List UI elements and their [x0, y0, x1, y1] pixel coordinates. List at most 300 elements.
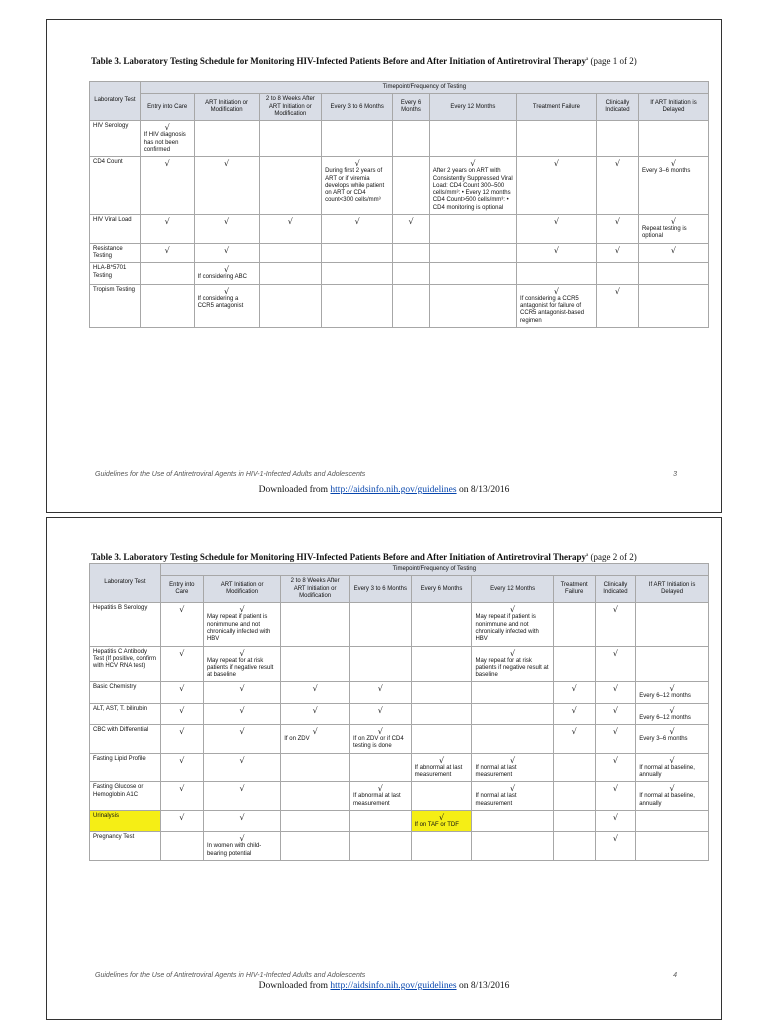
table-cell [203, 725, 280, 754]
column-header: If ART Initiation is Delayed [636, 576, 709, 603]
table-cell [596, 215, 638, 244]
table-cell [140, 284, 194, 327]
lab-testing-schedule-table [89, 81, 709, 328]
table-cell [411, 753, 472, 782]
check-mark: √ [408, 217, 414, 227]
check-mark: √ [614, 286, 620, 296]
table-cell [411, 682, 472, 703]
table-cell [595, 682, 636, 703]
row-label: Tropism Testing [90, 284, 141, 327]
check-mark: √ [312, 705, 318, 715]
cell-note: Repeat testing is optional [641, 226, 687, 240]
table-cell [411, 810, 472, 831]
table-cell [595, 646, 636, 682]
table-cell [194, 215, 259, 244]
check-mark: √ [312, 684, 318, 694]
cell-note: If considering ABC [197, 274, 247, 281]
check-mark: √ [377, 784, 383, 794]
title-footnote: a [586, 57, 589, 62]
table-cell [553, 753, 595, 782]
table-cell [595, 832, 636, 861]
table-cell [429, 284, 516, 327]
table-cell [350, 725, 412, 754]
cell-note: If HIV diagnosis has not been confirmed [143, 132, 186, 153]
table-cell [281, 810, 350, 831]
table-title-text: Table 3. Laboratory Testing Schedule for Monitoring HIV-Infected Patients Before and After Initiation of Antiretroviral Therapy [91, 56, 586, 66]
table-cell [259, 215, 322, 244]
check-mark: √ [179, 705, 185, 715]
table-cell [194, 263, 259, 284]
table-cell [322, 284, 393, 327]
check-mark: √ [571, 705, 577, 715]
download-note [47, 981, 721, 991]
check-mark: √ [612, 648, 618, 658]
table-cell [553, 810, 595, 831]
column-header: Every 3 to 6 Months [350, 576, 412, 603]
check-mark: √ [224, 217, 230, 227]
table-row [90, 603, 709, 646]
cell-note: If on TAF or TDF [414, 821, 459, 828]
check-mark: √ [179, 755, 185, 765]
check-mark: √ [354, 217, 360, 227]
check-mark: √ [670, 245, 677, 255]
check-mark: √ [239, 812, 245, 822]
check-mark: √ [571, 684, 577, 694]
column-header: If ART Initiation is Delayed [638, 94, 708, 121]
table-cell [350, 646, 412, 682]
row-label: Hepatitis B Serology [90, 603, 161, 646]
header-row [90, 82, 709, 94]
table-cell [281, 832, 350, 861]
cell-note: Every 3–6 months [639, 736, 688, 743]
table-cell [281, 703, 350, 724]
table-cell [638, 215, 708, 244]
table-cell [393, 243, 430, 263]
check-mark: √ [438, 812, 445, 822]
table-cell [553, 782, 595, 811]
table-cell [429, 243, 516, 263]
table-cell [203, 682, 280, 703]
check-mark: √ [239, 755, 245, 765]
page-number: 3 [673, 471, 677, 478]
check-mark: √ [553, 159, 560, 169]
table-cell [140, 243, 194, 263]
cell-note: If abnormal at last measurement [414, 764, 463, 778]
table-row [90, 782, 709, 811]
table-cell [259, 157, 322, 215]
row-label: Urinalysis [90, 810, 161, 831]
footer-text: Guidelines for the Use of Antiretroviral Agents in HIV-1-Infected Adults and Adolescents [95, 972, 366, 979]
cell-note: If normal at baseline, annually [639, 764, 695, 778]
check-mark: √ [612, 834, 618, 844]
check-mark: √ [377, 684, 383, 694]
check-mark: √ [239, 784, 245, 794]
row-label: CBC with Differential [90, 725, 161, 754]
row-label: HIV Viral Load [90, 215, 141, 244]
check-mark: √ [670, 217, 677, 227]
cell-note: Every 6–12 months [639, 714, 691, 721]
check-mark: √ [179, 727, 185, 737]
table-cell [596, 263, 638, 284]
row-label: Basic Chemistry [90, 682, 161, 703]
column-header: ART Initiation or Modification [203, 576, 280, 603]
table-cell [636, 832, 709, 861]
cell-note: If considering a CCR5 antagonist for failure of CCR5 antagonist-based regimen [520, 295, 585, 324]
table-cell [595, 782, 636, 811]
check-mark: √ [224, 245, 230, 255]
table-cell [350, 603, 412, 646]
table-cell [322, 263, 393, 284]
check-mark: √ [553, 217, 560, 227]
table-cell [281, 682, 350, 703]
page-footer [95, 471, 677, 478]
table-cell [472, 782, 553, 811]
column-header: Treatment Failure [517, 94, 597, 121]
table-cell [596, 157, 638, 215]
cell-note: If normal at baseline, annually [639, 793, 695, 807]
table-cell [203, 646, 280, 682]
document-page-1 [46, 19, 722, 513]
table-cell [281, 725, 350, 754]
check-mark: √ [612, 727, 618, 737]
lab-test-header: Laboratory Test [90, 564, 161, 603]
cell-note: If on ZDV [284, 736, 310, 743]
page-number: 4 [673, 972, 677, 979]
table-cell [553, 703, 595, 724]
table-cell [281, 603, 350, 646]
check-mark: √ [669, 684, 675, 694]
table-cell [393, 284, 430, 327]
column-header: ART Initiation or Modification [194, 94, 259, 121]
row-label: Fasting Glucose or Hemoglobin A1C [90, 782, 161, 811]
table-row [90, 284, 709, 327]
column-header: Clinically Indicated [596, 94, 638, 121]
table-cell [393, 121, 430, 157]
check-mark: √ [224, 159, 230, 169]
table-cell [160, 725, 203, 754]
check-mark: √ [377, 705, 383, 715]
column-header: Every 12 Months [472, 576, 553, 603]
table-title [91, 56, 703, 66]
table-cell [411, 725, 472, 754]
table-cell [472, 682, 553, 703]
page-note: (page 1 of 2) [590, 56, 637, 66]
table-row [90, 753, 709, 782]
table-cell [638, 121, 708, 157]
row-label: Pregnancy Test [90, 832, 161, 861]
table-cell [553, 682, 595, 703]
table-cell [636, 703, 709, 724]
table-cell [595, 603, 636, 646]
table-row [90, 157, 709, 215]
table-cell [160, 682, 203, 703]
check-mark: √ [239, 605, 245, 615]
table-row [90, 810, 709, 831]
check-mark: √ [669, 784, 675, 794]
timepoint-group-header: Timepoint/Frequency of Testing [160, 564, 708, 576]
check-mark: √ [438, 755, 445, 765]
table-row [90, 646, 709, 682]
check-mark: √ [239, 834, 245, 844]
table-cell [472, 725, 553, 754]
table-cell [194, 243, 259, 263]
cell-note: After 2 years on ART with Consistently Suppressed Viral Load: CD4 Count 300–500 cells/mm³: • Every 12 months CD4 Count>500 cells/mm³: • CD4 monitoring is optional [432, 168, 513, 211]
table-cell [472, 703, 553, 724]
check-mark: √ [239, 727, 245, 737]
table-cell [194, 157, 259, 215]
table-cell [281, 646, 350, 682]
check-mark: √ [510, 605, 516, 615]
check-mark: √ [312, 727, 318, 737]
table-cell [517, 215, 597, 244]
title-footnote: a [586, 553, 589, 558]
cell-note: If normal at last measurement [475, 793, 517, 807]
check-mark: √ [612, 684, 618, 694]
check-mark: √ [179, 812, 185, 822]
check-mark: √ [164, 217, 170, 227]
table-cell [203, 832, 280, 861]
table-cell [596, 121, 638, 157]
check-mark: √ [224, 265, 230, 275]
table-cell [411, 603, 472, 646]
check-mark: √ [224, 286, 230, 296]
check-mark: √ [669, 755, 675, 765]
check-mark: √ [239, 705, 245, 715]
table-cell [517, 284, 597, 327]
check-mark: √ [354, 159, 360, 169]
check-mark: √ [239, 648, 245, 658]
download-date: on 8/13/2016 [458, 981, 510, 991]
check-mark: √ [239, 684, 245, 694]
row-label: ALT, AST, T. bilirubin [90, 703, 161, 724]
table-cell [393, 215, 430, 244]
table-cell [472, 646, 553, 682]
guidelines-link[interactable]: http://aidsinfo.nih.gov/guidelines [330, 485, 457, 495]
page-footer [95, 972, 677, 979]
table-cell [638, 263, 708, 284]
table-row [90, 682, 709, 703]
guidelines-link[interactable]: http://aidsinfo.nih.gov/guidelines [330, 981, 457, 991]
cell-note: Every 6–12 months [639, 693, 691, 700]
table-cell [429, 215, 516, 244]
table-cell [322, 215, 393, 244]
check-mark: √ [614, 159, 620, 169]
table-row [90, 263, 709, 284]
table-cell [203, 782, 280, 811]
check-mark: √ [612, 605, 618, 615]
check-mark: √ [164, 123, 170, 133]
table-cell [393, 157, 430, 215]
table-cell [636, 646, 709, 682]
table-cell [636, 782, 709, 811]
check-mark: √ [612, 705, 618, 715]
check-mark: √ [553, 286, 560, 296]
table-cell [595, 810, 636, 831]
table-cell [322, 121, 393, 157]
table-cell [160, 810, 203, 831]
table-cell [638, 157, 708, 215]
table-cell [259, 284, 322, 327]
table-cell [595, 703, 636, 724]
table-cell [160, 753, 203, 782]
cell-note: May repeat if patient is nonimmune and not chronically infected with HBV [206, 614, 271, 643]
check-mark: √ [179, 684, 185, 694]
column-header: Every 3 to 6 Months [322, 94, 393, 121]
table-cell [596, 284, 638, 327]
cell-note: In women with child-bearing potential [206, 843, 262, 857]
row-label: Resistance Testing [90, 243, 141, 263]
column-header: Every 12 Months [429, 94, 516, 121]
table-cell [160, 782, 203, 811]
download-date: on 8/13/2016 [458, 485, 510, 495]
table-cell [194, 121, 259, 157]
check-mark: √ [612, 812, 618, 822]
document-page-2 [46, 517, 722, 1020]
table-cell [350, 682, 412, 703]
row-label: CD4 Count [90, 157, 141, 215]
table-cell [553, 725, 595, 754]
table-cell [322, 243, 393, 263]
footer-text: Guidelines for the Use of Antiretroviral Agents in HIV-1-Infected Adults and Adolescents [95, 471, 366, 478]
cell-note: If considering a CCR5 antagonist [197, 295, 244, 309]
table-row [90, 243, 709, 263]
column-header: Entry into Care [160, 576, 203, 603]
table-cell [553, 646, 595, 682]
table-row [90, 121, 709, 157]
header-row [90, 564, 709, 576]
table-cell [636, 810, 709, 831]
table-cell [160, 646, 203, 682]
check-mark: √ [571, 727, 577, 737]
cell-note: If on ZDV or if CD4 testing is done [353, 736, 404, 750]
cell-note: If abnormal at last measurement [353, 793, 401, 807]
table-cell [350, 753, 412, 782]
check-mark: √ [179, 784, 185, 794]
table-cell [350, 832, 412, 861]
table-cell [281, 753, 350, 782]
column-header: 2 to 8 Weeks After ART Initiation or Modification [281, 576, 350, 603]
table-cell [411, 646, 472, 682]
table-cell [393, 263, 430, 284]
table-cell [517, 121, 597, 157]
table-cell [411, 782, 472, 811]
table-cell [472, 603, 553, 646]
table-cell [517, 157, 597, 215]
table-cell [140, 157, 194, 215]
check-mark: √ [377, 727, 383, 737]
download-note [47, 485, 721, 495]
check-mark: √ [669, 705, 675, 715]
check-mark: √ [670, 159, 677, 169]
column-header: Every 6 Months [393, 94, 430, 121]
table-cell [429, 121, 516, 157]
table-cell [596, 243, 638, 263]
check-mark: √ [510, 648, 516, 658]
table-row [90, 725, 709, 754]
table-cell [472, 753, 553, 782]
table-cell [517, 263, 597, 284]
check-mark: √ [510, 755, 516, 765]
check-mark: √ [553, 245, 560, 255]
table-cell [140, 263, 194, 284]
table-cell [472, 810, 553, 831]
table-row [90, 703, 709, 724]
cell-note: If normal at last measurement [475, 764, 517, 778]
table-cell [636, 682, 709, 703]
table-cell [595, 725, 636, 754]
check-mark: √ [179, 648, 185, 658]
table-cell [411, 832, 472, 861]
table-row [90, 215, 709, 244]
column-header: Treatment Failure [553, 576, 595, 603]
table-cell [638, 243, 708, 263]
table-cell [203, 753, 280, 782]
check-mark: √ [510, 784, 516, 794]
check-mark: √ [612, 784, 618, 794]
check-mark: √ [669, 727, 675, 737]
column-header: Clinically Indicated [595, 576, 636, 603]
table-cell [638, 284, 708, 327]
column-header: Entry into Care [140, 94, 194, 121]
table-cell [140, 121, 194, 157]
download-prefix: Downloaded from [258, 485, 329, 495]
cell-note: During first 2 years of ART or if viremia develops while patient on ART or CD4 count<300 cells/mm³ [325, 168, 385, 204]
table-cell [160, 603, 203, 646]
table-cell [160, 703, 203, 724]
row-label: Hepatitis C Antibody Test (If positive, confirm with HCV RNA test) [90, 646, 161, 682]
table-cell [636, 753, 709, 782]
check-mark: √ [164, 245, 170, 255]
table-cell [203, 603, 280, 646]
table-title [91, 552, 703, 562]
column-header: Every 6 Months [411, 576, 472, 603]
table-cell [322, 157, 393, 215]
check-mark: √ [470, 159, 476, 169]
check-mark: √ [614, 245, 620, 255]
row-label: HIV Serology [90, 121, 141, 157]
timepoint-group-header: Timepoint/Frequency of Testing [140, 82, 708, 94]
table-cell [636, 725, 709, 754]
table-row [90, 832, 709, 861]
check-mark: √ [287, 217, 293, 227]
check-mark: √ [612, 755, 618, 765]
page-note: (page 2 of 2) [590, 552, 637, 562]
header-row [90, 576, 709, 603]
header-row [90, 94, 709, 121]
table-cell [595, 753, 636, 782]
check-mark: √ [614, 217, 620, 227]
table-cell [411, 703, 472, 724]
row-label: Fasting Lipid Profile [90, 753, 161, 782]
check-mark: √ [179, 605, 185, 615]
table-cell [259, 243, 322, 263]
table-cell [350, 782, 412, 811]
cell-note: May repeat for at risk patients if negative result at baseline [206, 657, 274, 679]
table-cell [281, 782, 350, 811]
table-cell [160, 832, 203, 861]
table-cell [517, 243, 597, 263]
table-cell [259, 121, 322, 157]
table-cell [259, 263, 322, 284]
lab-testing-schedule-table [89, 563, 709, 861]
lab-test-header: Laboratory Test [90, 82, 141, 121]
table-cell [203, 703, 280, 724]
table-cell [429, 157, 516, 215]
table-cell [553, 603, 595, 646]
column-header: 2 to 8 Weeks After ART Initiation or Modification [259, 94, 322, 121]
table-cell [203, 810, 280, 831]
check-mark: √ [164, 159, 170, 169]
